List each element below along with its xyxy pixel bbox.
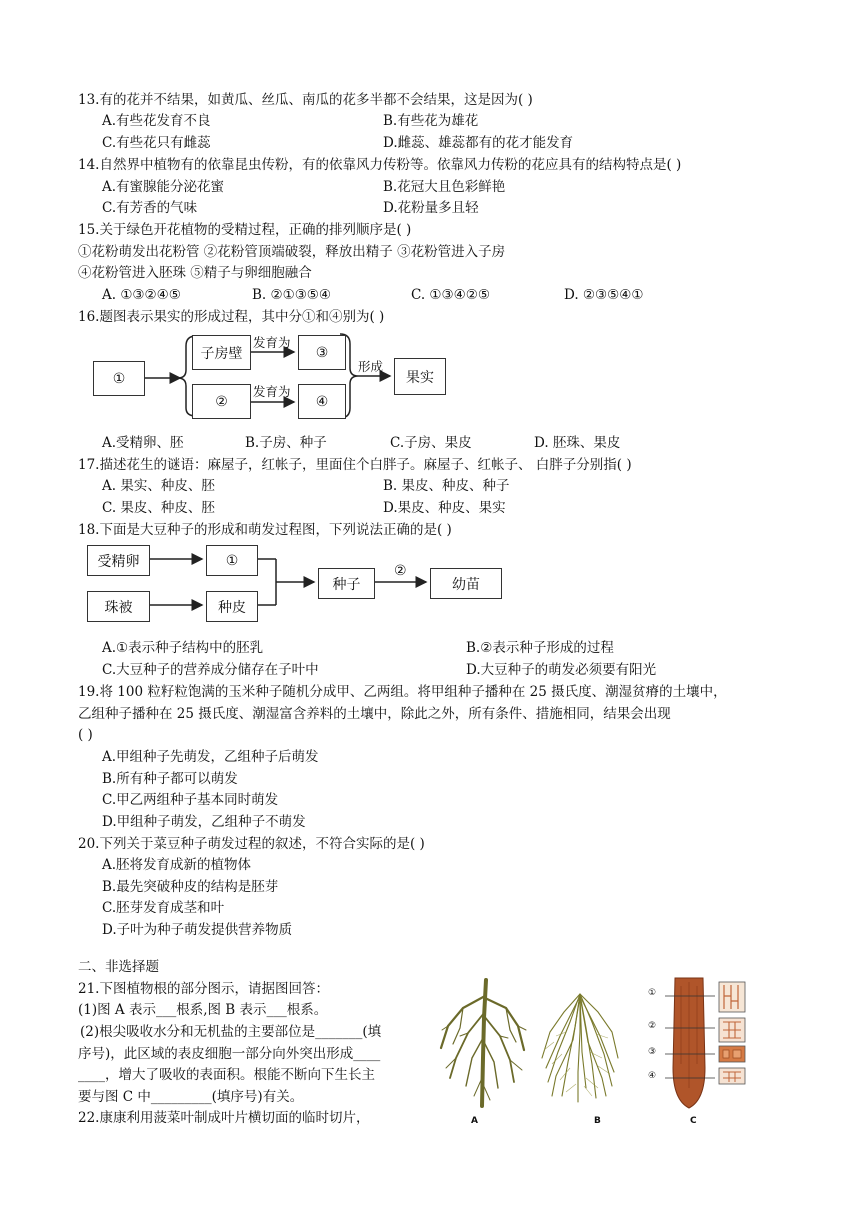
q17-option-b: B. 果皮、种皮、种子 [383,478,510,494]
diagram18-integument: 珠被 [87,591,150,622]
root-tip-image [645,968,755,1116]
diagram18-seed: 种子 [318,568,375,599]
root-tip-marker-1: ① [648,988,657,998]
diagram18-zygote: 受精卵 [87,545,150,576]
q21-part2: (2)根尖吸收水分和无机盐的主要部位是_______(填 [80,1024,382,1040]
q19-option-c: C.甲乙两组种子基本同时萌发 [102,792,279,808]
diagram18-seed-coat: 种皮 [206,591,258,622]
fibrous-root-system-image [540,992,620,1107]
diagram16-develop-label-2: 发育为 [253,384,291,399]
q15-steps-line1: ①花粉萌发出花粉管 ②花粉管顶端破裂，释放出精子 ③花粉管进入子房 [78,244,506,260]
q18-stem: 18.下面是大豆种子的形成和萌发过程图，下列说法正确的是( ) [78,522,452,538]
figure-label-a: A [471,1116,478,1126]
q13-option-a: A.有些花发育不良 [102,113,211,129]
q20-option-b: B.最先突破种皮的结构是胚芽 [102,879,279,895]
q19-stem-line1: 19.将 100 粒籽粒饱满的玉米种子随机分成甲、乙两组。将甲组种子播种在 25 摄氏度、潮湿贫瘠的土壤中， [78,684,727,700]
diagram18-node-2: ② [394,563,407,579]
q20-option-d: D.子叶为种子萌发提供营养物质 [102,922,293,938]
section2-title: 二、非选择题 [78,959,159,975]
q17-option-d: D.果皮、种皮、果实 [383,500,506,516]
diagram18-node-1: ① [206,545,258,576]
q21-part2-cont1: 序号)，此区域的表皮细胞一部分向外突出形成____ [78,1046,381,1062]
q14-stem: 14.自然界中植物有的依靠昆虫传粉，有的依靠风力传粉等。依靠风力传粉的花应具有的结构特点是( ) [78,157,682,173]
q19-stem-line2: 乙组种子播种在 25 摄氏度、潮湿富含养料的土壤中，除此之外，所有条件、措施相同，结果会出现 [78,706,671,722]
q13-stem: 13.有的花并不结果，如黄瓜、丝瓜、南瓜的花多半都不会结果，这是因为( ) [78,92,533,108]
root-tip-marker-3: ③ [648,1047,657,1057]
q21-part2-cont3: 要与图 C 中_________(填序号)有关。 [78,1089,304,1105]
q20-option-a: A.胚将发育成新的植物体 [102,857,252,873]
q19-option-b: B.所有种子都可以萌发 [102,771,238,787]
taproot-system-image [438,978,528,1113]
q15-stem: 15.关于绿色开花植物的受精过程，正确的排列顺序是( ) [78,222,412,238]
q16-option-d: D. 胚珠、果皮 [534,435,621,451]
q18-option-a: A.①表示种子结构中的胚乳 [102,640,264,656]
q17-stem: 17.描述花生的谜语：麻屋子，红帐子，里面住个白胖子。麻屋子、红帐子、 白胖子分别指( ) [78,457,632,473]
q22-stem: 22.康康利用菠菜叶制成叶片横切面的临时切片， [78,1110,370,1126]
diagram16-node-3: ③ [298,335,346,370]
q15-option-b: B. ②①③⑤④ [252,287,332,303]
q21-part1: (1)图 A 表示___根系,图 B 表示___根系。 [78,1002,328,1018]
diagram16-node-4: ④ [298,384,346,419]
q19-option-a: A.甲组种子先萌发，乙组种子后萌发 [102,749,319,765]
figure-label-b: B [594,1116,601,1126]
q17-option-c: C. 果皮、种皮、胚 [102,500,215,516]
q14-option-b: B.花冠大且色彩鲜艳 [383,179,506,195]
q19-option-d: D.甲组种子萌发，乙组种子不萌发 [102,814,306,830]
diagram16-node-1: ① [93,361,145,396]
q13-option-d: D.雌蕊、雄蕊都有的花才能发育 [383,135,574,151]
root-tip-marker-2: ② [648,1021,657,1031]
diagram16-form-label: 形成 [358,359,384,374]
q13-option-b: B.有些花为雄花 [383,113,479,129]
diagram16-develop-label-1: 发育为 [253,335,291,350]
q18-option-b: B.②表示种子形成的过程 [466,640,614,656]
q19-stem-line3: ( ) [78,727,93,743]
q18-option-d: D.大豆种子的萌发必须要有阳光 [466,662,657,678]
q15-option-c: C. ①③④②⑤ [411,287,490,303]
q16-option-c: C.子房、果皮 [390,435,472,451]
q18-option-c: C.大豆种子的营养成分储存在子叶中 [102,662,319,678]
q15-option-a: A. ①③②④⑤ [102,287,181,303]
q16-option-a: A.受精卵、胚 [102,435,184,451]
q14-option-c: C.有芳香的气味 [102,200,198,216]
q16-option-b: B.子房、种子 [245,435,327,451]
root-tip-marker-4: ④ [648,1071,657,1081]
diagram16-ovary-wall: 子房壁 [192,335,251,370]
q17-option-a: A. 果实、种皮、胚 [102,478,215,494]
q13-option-c: C.有些花只有雌蕊 [102,135,211,151]
diagram16-fruit: 果实 [394,358,446,395]
q16-stem: 16.题图表示果实的形成过程，其中分①和④别为( ) [78,309,385,325]
q21-part2-cont2: ____，增大了吸收的表面积。根能不断向下生长主 [78,1067,375,1083]
figure-label-c: C [690,1116,697,1126]
diagram16-node-2: ② [192,384,251,419]
q14-option-a: A.有蜜腺能分泌花蜜 [102,179,225,195]
q14-option-d: D.花粉量多且轻 [383,200,479,216]
q21-stem: 21.下图植物根的部分图示，请据图回答： [78,981,329,997]
q15-option-d: D. ②③⑤④① [564,287,644,303]
q20-option-c: C.胚芽发育成茎和叶 [102,900,225,916]
diagram18-seedling: 幼苗 [430,568,502,599]
q20-stem: 20.下列关于菜豆种子萌发过程的叙述，不符合实际的是( ) [78,836,425,852]
q15-steps-line2: ④花粉管进入胚珠 ⑤精子与卵细胞融合 [78,265,312,281]
